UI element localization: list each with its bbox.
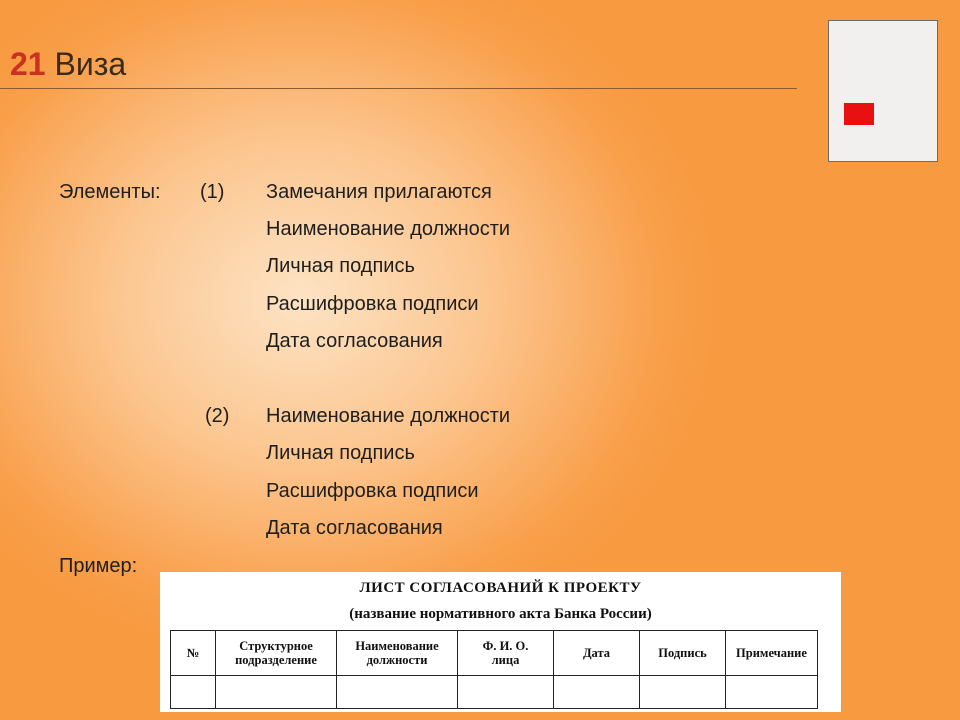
table-row bbox=[171, 676, 818, 709]
approval-sheet-title: ЛИСТ СОГЛАСОВАНИЙ К ПРОЕКТУ bbox=[359, 580, 642, 596]
column-header: Подпись bbox=[640, 631, 726, 676]
slide-title-text: Виза bbox=[54, 46, 127, 82]
column-header: Ф. И. О. лица bbox=[458, 631, 554, 676]
example-label: Пример: bbox=[59, 555, 138, 577]
variant-1-item: Наименование должности bbox=[266, 218, 511, 240]
elements-label: Элементы: bbox=[59, 181, 161, 203]
slide-number: 21 bbox=[10, 46, 46, 82]
title-divider bbox=[0, 88, 797, 89]
variant-2-item: Личная подпись bbox=[266, 442, 415, 464]
variant-2-item: Расшифровка подписи bbox=[266, 480, 479, 502]
slide-title bbox=[10, 44, 126, 84]
table-header-row bbox=[171, 631, 818, 676]
variant-1-item: Расшифровка подписи bbox=[266, 293, 479, 315]
approval-sheet-subtitle: (название нормативного акта Банка России) bbox=[349, 606, 652, 622]
column-header: Структурное подразделение bbox=[216, 631, 337, 676]
variant-1-item: Замечания прилагаются bbox=[266, 181, 492, 203]
variant-2-item: Дата согласования bbox=[266, 517, 443, 539]
approval-sheet-example bbox=[160, 572, 841, 712]
variant-1-item: Личная подпись bbox=[266, 255, 415, 277]
variant-1-label: (1) bbox=[200, 181, 225, 203]
column-header: № bbox=[171, 631, 216, 676]
corner-decoration bbox=[828, 20, 938, 162]
column-header: Дата bbox=[554, 631, 640, 676]
variant-2-label: (2) bbox=[205, 405, 230, 427]
column-header: Примечание bbox=[726, 631, 818, 676]
approval-table bbox=[170, 630, 818, 709]
red-square-icon bbox=[844, 103, 874, 125]
column-header: Наименование должности bbox=[337, 631, 458, 676]
variant-2-item: Наименование должности bbox=[266, 405, 511, 427]
variant-1-item: Дата согласования bbox=[266, 330, 443, 352]
